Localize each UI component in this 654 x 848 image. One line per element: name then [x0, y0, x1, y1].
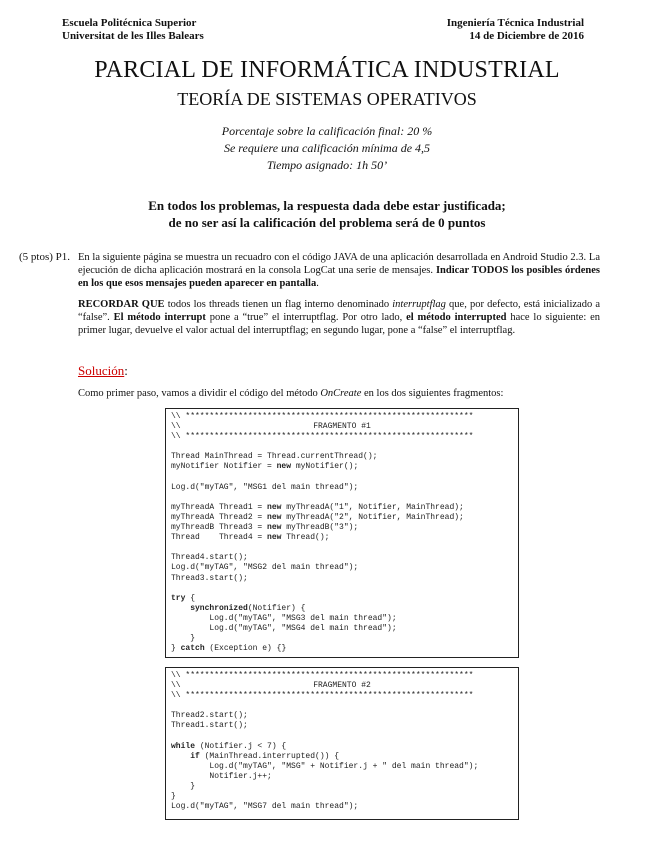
header-right [447, 17, 584, 43]
fragment-label-line [171, 681, 513, 691]
code-line: myThreadA Thread1 = new myThreadA("1", Notifier, MainThread); [171, 502, 464, 512]
intro-text-2: en los dos siguientes fragmentos: [361, 388, 504, 399]
statement-text: En la siguiente página se muestra un recuadro con el código JAVA de una aplicación desarrollada en Android Studio 2.3. La ejecución de dicha aplicación mostrará en la consola LogCat una serie de mensajes. [78, 252, 600, 276]
code-line: Log.d("myTAG", "MSG" + Notifier.j + " del main thread"); [171, 761, 479, 771]
code-line: Log.d("myTAG", "MSG7 del main thread"); [171, 802, 359, 812]
fragment-label-line [171, 422, 513, 432]
code-line: Log.d("myTAG", "MSG4 del main thread"); [171, 623, 397, 633]
reminder-paragraph [78, 298, 600, 337]
reminder-text-2: que, por defecto, está inicializado a “false”. [78, 299, 601, 323]
code-line: } [171, 792, 176, 802]
solution-heading [78, 363, 128, 379]
code-line: Notifier.j++; [171, 771, 272, 781]
intro-text-1: Como primer paso, vamos a dividir el código del método [78, 388, 321, 399]
fragment-label: FRAGMENTO #2 [313, 681, 371, 691]
code-line: Log.d("myTAG", "MSG2 del main thread"); [171, 563, 359, 573]
exam-info [0, 123, 654, 174]
code-line: Log.d("myTAG", "MSG3 del main thread"); [171, 613, 397, 623]
solution-colon: : [124, 363, 128, 378]
code-line: if (MainThread.interrupted()) { [190, 751, 340, 761]
code-line: Log.d("myTAG", "MSG1 del main thread"); [171, 482, 359, 492]
problem-statement [78, 251, 600, 290]
problem-points: (5 ptos) P1. [19, 251, 71, 263]
exam-title: PARCIAL DE INFORMÁTICA INDUSTRIAL [94, 57, 560, 83]
reminder-label: RECORDAR QUE [78, 299, 165, 310]
code-line: Thread Thread4 = new Thread(); [171, 533, 330, 543]
code-line: Thread1.start(); [171, 721, 248, 731]
code-line: synchronized(Notifier) { [190, 603, 306, 613]
code-line: \\ ************************************************************ [171, 412, 474, 421]
exam-date: 14 de Diciembre de 2016 [469, 30, 584, 42]
statement-end: . [316, 278, 319, 289]
code-line: Thread MainThread = Thread.currentThread(); [171, 452, 378, 462]
comment-prefix: \\ [171, 422, 181, 432]
statement-bold: Indicar TODOS los posibles órdenes en los que esos mensajes pueden aparecer en pantalla [78, 265, 600, 289]
code-line: myThreadA Thread2 = new myThreadA("2", Notifier, MainThread); [171, 512, 464, 522]
code-fragment-1 [165, 408, 519, 658]
code-line: try { [171, 593, 196, 603]
degree-name: Ingeniería Técnica Industrial [446, 17, 584, 29]
code-line: Thread4.start(); [171, 553, 248, 563]
solution-label: Solución [78, 363, 125, 378]
reminder-text-1: todos los threads tienen un flag interno denominado [164, 299, 393, 310]
code-line: myNotifier Notifier = new myNotifier(); [171, 462, 359, 472]
solution-intro [78, 387, 600, 400]
interrupted-method: el método interrupted [406, 312, 507, 323]
code-line: } [171, 634, 196, 644]
interrupt-method: El método interrupt [113, 312, 206, 323]
interruptflag-term: interruptflag [392, 299, 446, 310]
comment-prefix: \\ [171, 681, 181, 691]
code-line: myThreadB Thread3 = new myThreadB("3"); [171, 523, 359, 533]
time-allotted: Tiempo asignado: 1h 50’ [266, 158, 388, 172]
code-line: } catch (Exception e) {} [171, 644, 287, 654]
code-line: Thread2.start(); [171, 711, 248, 721]
minimum-grade: Se requiere una calificación mínima de 4,5 [223, 141, 431, 155]
code-line: \\ ************************************************************ [171, 432, 474, 442]
exam-subtitle: TEORÍA DE SISTEMAS OPERATIVOS [177, 89, 477, 109]
university-name: Universitat de les Illes Balears [62, 30, 204, 42]
fragment-label: FRAGMENTO #1 [313, 422, 371, 432]
code-fragment-2 [165, 667, 519, 820]
justification-warning [0, 197, 654, 231]
code-line: \\ ************************************************************ [171, 691, 474, 701]
oncreate-term: OnCreate [320, 388, 362, 399]
code-line: Thread3.start(); [171, 573, 248, 583]
reminder-text-4: hace lo siguiente: en primer lugar, devuelve el valor actual del interruptflag; en segundo lugar, pone a “false” el interruptflag. [78, 312, 600, 336]
warning-line-1: En todos los problemas, la respuesta dada debe estar justificada; [148, 198, 506, 213]
school-name: Escuela Politécnica Superior [62, 17, 197, 29]
code-line: } [171, 782, 196, 792]
warning-line-2: de no ser así la calificación del problema será de 0 puntos [168, 215, 486, 230]
grade-percentage: Porcentaje sobre la calificación final: 20 % [221, 124, 433, 138]
header-left [62, 17, 204, 43]
code-line: \\ ************************************************************ [171, 671, 474, 680]
reminder-text-3: pone a “true” el interruptflag. Por otro lado, [205, 312, 407, 323]
code-line: while (Notifier.j < 7) { [171, 741, 287, 751]
